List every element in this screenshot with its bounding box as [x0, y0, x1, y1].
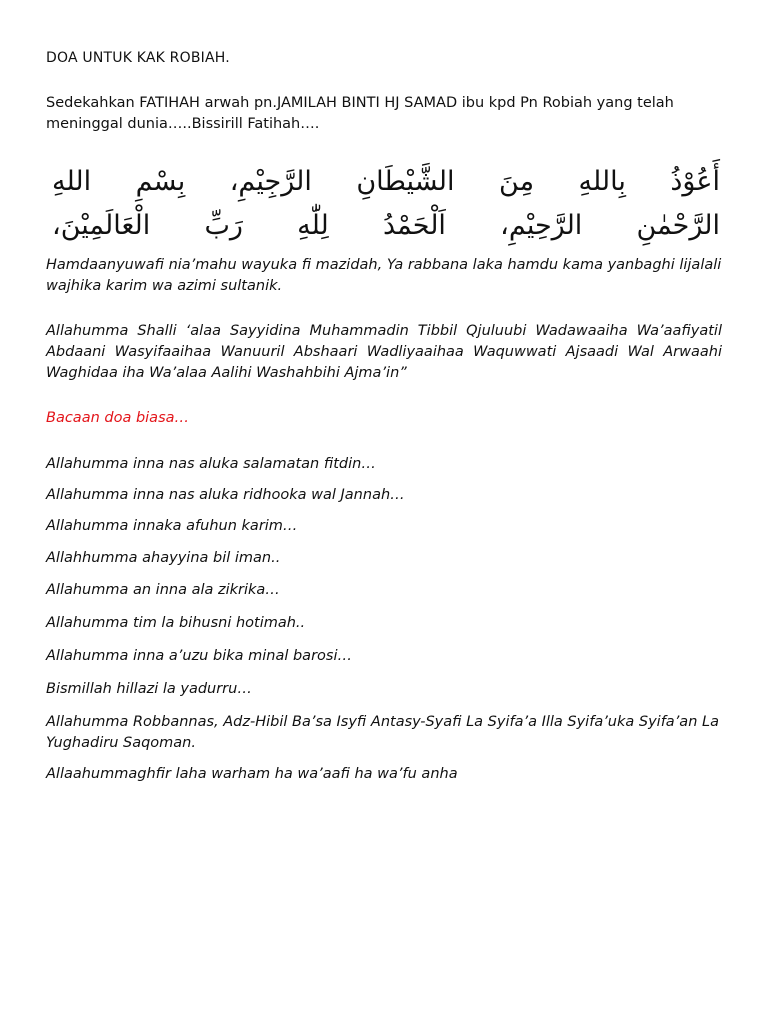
dua-line: Allahumma innaka afuhun karim… [46, 518, 298, 534]
dua-line: Allahumma an inna ala zikrika… [46, 582, 280, 598]
section-heading: Bacaan doa biasa… [46, 410, 190, 426]
arabic-line-2: الرَّحْمٰنِ الرَّحِيْمِ، اَلْحَمْدُ لِلّٰهِ رَبِّ الْعَالَمِيْنَ، [52, 210, 720, 241]
arabic-line-1: أَعُوْذُ بِاللهِ مِنَ الشَّيْطَانِ الرَّجِيْمِ، بِسْمِ اللهِ [52, 166, 720, 197]
document-title: DOA UNTUK KAK ROBIAH. [46, 50, 230, 66]
dua-line: Allahumma inna nas aluka ridhooka wal Jannah… [46, 487, 405, 503]
dua-line: Allahumma tim la bihusni hotimah.. [46, 615, 306, 631]
dua-line: Allahumma inna a’uzu bika minal barosi… [46, 648, 352, 664]
dua-line: Allahhumma ahayyina bil iman.. [46, 550, 281, 566]
salawat-paragraph: Allahumma Shalli ‘alaa Sayyidina Muhammadin Tibbil Qjuluubi Wadawaaiha Wa’aafiyatil Abdaani Wasyifaaihaa Wanuuril Abshaari Wadliyaaihaa Waquwwati Ajsaadi Wal Arwaahi Waghidaa iha Wa’alaa Aalihi Washahbihi Ajma’in” [46, 323, 722, 381]
intro-paragraph: Sedekahkan FATIHAH arwah pn.JAMILAH BINTI HJ SAMAD ibu kpd Pn Robiah yang telah meninggal dunia…..Bissirill Fatihah…. [46, 95, 674, 132]
dua-line: Allahumma Robbannas, Adz-Hibil Ba’sa Isyfi Antasy-Syafi La Syifa’a Illa Syifa’uka Syifa’an La Yughadiru Saqoman. [46, 714, 719, 751]
dua-line: Bismillah hillazi la yadurru… [46, 681, 252, 697]
hamd-paragraph: Hamdaanyuwafi nia’mahu wayuka fi mazidah, Ya rabbana laka hamdu kama yanbaghi lijalali wajhika karim wa azimi sultanik. [46, 257, 722, 294]
dua-line: Allaahummaghfir laha warham ha wa’aafi ha wa’fu anha [46, 766, 458, 782]
dua-line: Allahumma inna nas aluka salamatan fitdin… [46, 456, 376, 472]
arabic-text-block [52, 160, 720, 250]
